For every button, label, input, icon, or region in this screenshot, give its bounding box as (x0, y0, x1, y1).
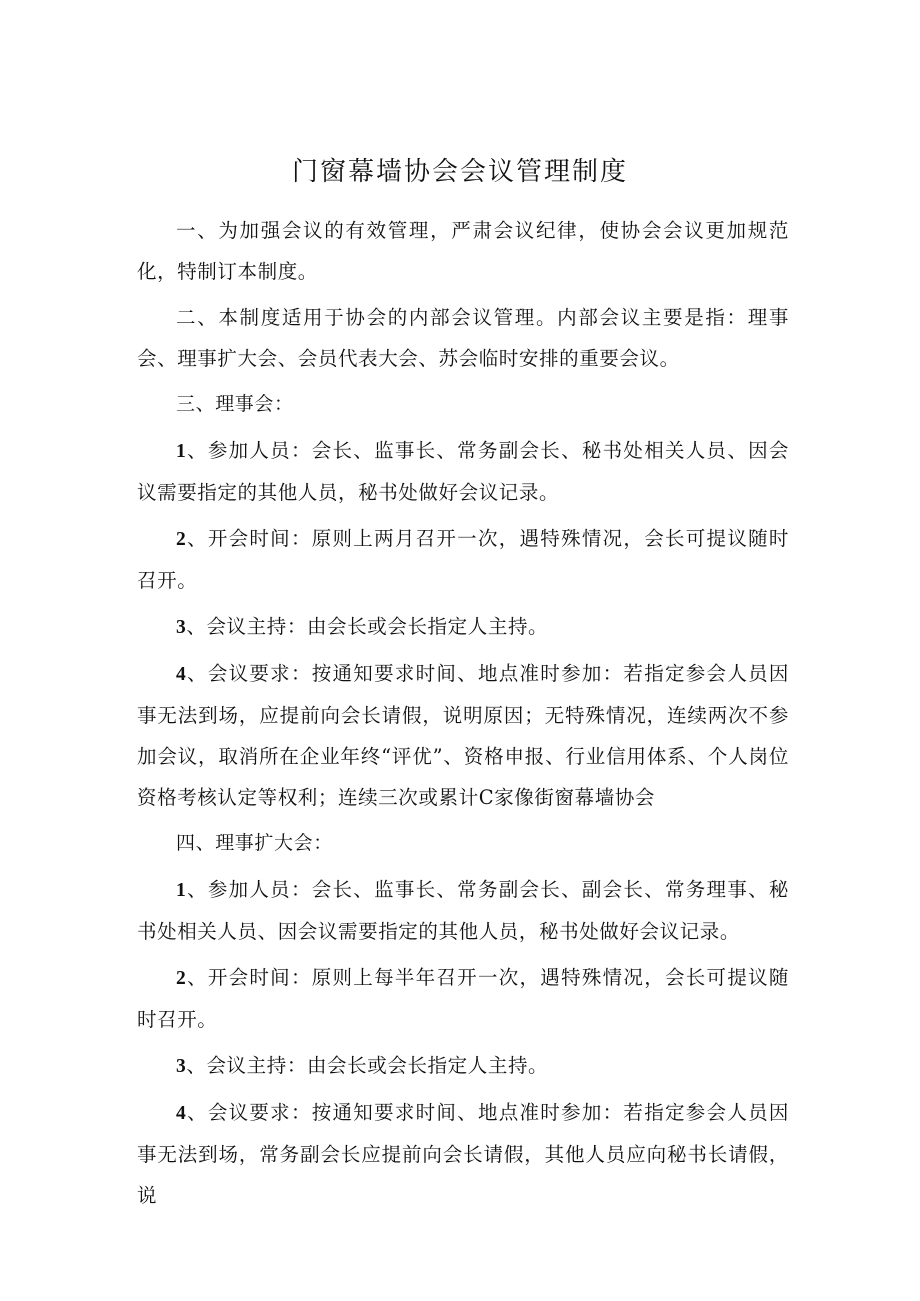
item-number: 2 (176, 968, 187, 989)
item-text: 、会议要求：按通知要求时间、地点准时参加：若指定参会人员因事无法到场，应提前向会长请假，说明原因；无特殊情况，连续两次不参加会议，取消所在企业年终“评优”、资格申报、行业信用体系、个人岗位资格考核认定等权利；连续三次或累计C家像街窗幕墙协会 (137, 662, 789, 809)
list-item (137, 518, 789, 601)
list-item (137, 430, 789, 513)
paragraph-2 (137, 297, 789, 379)
item-number: 3 (176, 1056, 187, 1077)
item-text: 、会议要求：按通知要求时间、地点准时参加：若指定参会人员因事无法到场，常务副会长应提前向会长请假，其他人员应向秘书长请假，说 (137, 1101, 789, 1207)
item-text: 、开会时间：原则上每半年召开一次，遇特殊情况，会长可提议随时召开。 (137, 966, 789, 1031)
list-item (137, 869, 789, 952)
item-number: 4 (176, 664, 187, 685)
heading-text: 四、理事扩大会： (176, 832, 333, 854)
document-body (137, 210, 789, 1221)
document-title: 门窗幕墙协会会议管理制度 (291, 157, 628, 187)
paragraph-text: 二、本制度适用于协会的内部会议管理。内部会议主要是指：理事会、理事扩大会、会员代表大会、苏会临时安排的重要会议。 (137, 306, 789, 370)
heading-text: 三、理事会： (176, 393, 294, 415)
item-text: 、参加人员：会长、监事长、常务副会长、副会长、常务理事、秘书处相关人员、因会议需要指定的其他人员，秘书处做好会议记录。 (137, 878, 789, 943)
list-item (137, 1045, 789, 1087)
list-item (137, 1092, 789, 1216)
item-number: 4 (176, 1103, 187, 1124)
item-number: 2 (176, 529, 187, 550)
item-number: 1 (176, 441, 187, 462)
list-item (137, 957, 789, 1040)
section-heading-3 (137, 384, 789, 425)
item-text: 、开会时间：原则上两月召开一次，遇特殊情况，会长可提议随时召开。 (137, 527, 789, 592)
item-number: 3 (176, 617, 187, 638)
item-number: 1 (176, 880, 187, 901)
paragraph-1 (137, 210, 789, 292)
paragraph-text: 一、为加强会议的有效管理，严肃会议纪律，使协会会议更加规范化，特制订本制度。 (137, 219, 789, 283)
list-item (137, 653, 789, 818)
list-item (137, 606, 789, 648)
item-text: 、参加人员：会长、监事长、常务副会长、秘书处相关人员、因会议需要指定的其他人员，秘书处做好会议记录。 (137, 439, 789, 504)
section-heading-4 (137, 823, 789, 864)
item-text: 、会议主持：由会长或会长指定人主持。 (186, 1054, 549, 1077)
item-text: 、会议主持：由会长或会长指定人主持。 (186, 615, 549, 638)
